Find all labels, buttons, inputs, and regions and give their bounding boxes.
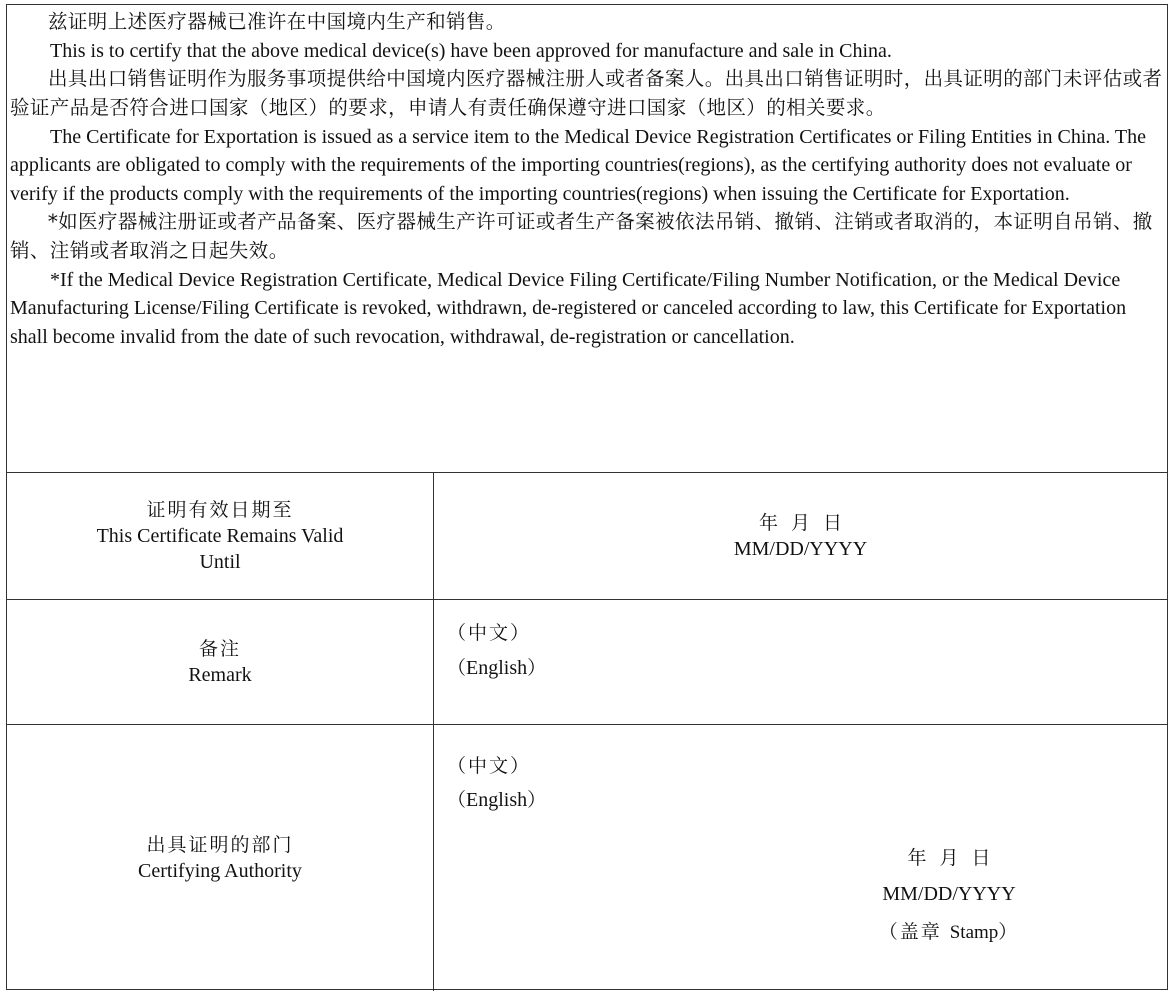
declaration-zh-1: 兹证明上述医疗器械已准许在中国境内生产和销售。 bbox=[48, 10, 506, 33]
authority-english-line bbox=[447, 787, 546, 813]
remark-label-zh: 备注 bbox=[198, 638, 241, 660]
authority-label bbox=[7, 725, 434, 991]
remark-row bbox=[7, 600, 1167, 725]
authority-english-close: ） bbox=[527, 789, 547, 811]
declaration-section bbox=[7, 5, 1167, 473]
remark-english-open: （ bbox=[447, 657, 467, 679]
authority-date-zh: 年月日 bbox=[907, 847, 1004, 869]
stamp-open: （盖章 bbox=[878, 921, 950, 943]
valid-until-date-en: MM/DD/YYYY bbox=[733, 538, 868, 560]
certificate-form bbox=[6, 4, 1168, 990]
declaration-zh-3: *如医疗器械注册证或者产品备案、医疗器械生产许可证或者生产备案被依法吊销、撤销、注销或者取消的，本证明自吊销、撤销、注销或者取消之日起失效。 bbox=[10, 210, 1153, 263]
authority-english-word: English bbox=[466, 789, 528, 811]
signature-date-block bbox=[824, 845, 1074, 945]
declaration-en-1: This is to certify that the above medical device(s) have been approved for manufacture and sale in China. bbox=[50, 39, 892, 62]
stamp-label bbox=[824, 919, 1074, 945]
valid-until-date-field[interactable] bbox=[434, 473, 1167, 599]
valid-until-label-zh: 证明有效日期至 bbox=[146, 499, 294, 521]
remark-english-word: English bbox=[466, 657, 528, 679]
valid-until-label bbox=[7, 473, 434, 599]
stamp-word: Stamp bbox=[949, 922, 999, 943]
remark-english-line bbox=[447, 655, 546, 681]
valid-until-label-en-2: Until bbox=[199, 551, 241, 573]
authority-label-zh: 出具证明的部门 bbox=[146, 834, 294, 856]
remark-field[interactable] bbox=[434, 600, 1167, 724]
authority-english-open: （ bbox=[447, 789, 467, 811]
authority-field[interactable] bbox=[434, 725, 1167, 991]
declaration-en-3: *If the Medical Device Registration Certificate, Medical Device Filing Certificate/Filing Number Notification, or the Medical Device Manufacturing License/Filing Certificate is revoked, withdrawn, de-registered or canceled according to law, this Certificate for Exportation shall become invalid from the date of such revocation, withdrawal, de-registration or cancellation. bbox=[10, 268, 1127, 349]
remark-label bbox=[7, 600, 434, 724]
valid-until-row bbox=[7, 473, 1167, 600]
remark-label-en: Remark bbox=[188, 664, 252, 686]
authority-label-en: Certifying Authority bbox=[138, 860, 302, 882]
authority-date-en: MM/DD/YYYY bbox=[882, 883, 1016, 905]
declaration-en-2: The Certificate for Exportation is issued as a service item to the Medical Device Registration Certificates or Filing Entities in China. The applicants are obligated to comply with the requirements of the importing countries(regions), as the certifying authority does not evaluate or verify if the products comply with the requirements of the importing countries(regions) when issuing the Certificate for Exportation. bbox=[10, 125, 1146, 205]
declaration-zh-2: 出具出口销售证明作为服务事项提供给中国境内医疗器械注册人或者备案人。出具出口销售证明时，出具证明的部门未评估或者验证产品是否符合进口国家（地区）的要求，申请人有责任确保遵守进口国家（地区）的相关要求。 bbox=[10, 67, 1163, 119]
stamp-close: ） bbox=[998, 921, 1020, 943]
remark-english-close: ） bbox=[527, 657, 547, 679]
authority-chinese-line: （中文） bbox=[447, 755, 532, 777]
authority-row bbox=[7, 725, 1167, 991]
valid-until-label-en-1: This Certificate Remains Valid bbox=[96, 525, 344, 547]
valid-until-date-zh: 年月日 bbox=[758, 512, 855, 534]
remark-chinese-line: （中文） bbox=[447, 622, 532, 644]
